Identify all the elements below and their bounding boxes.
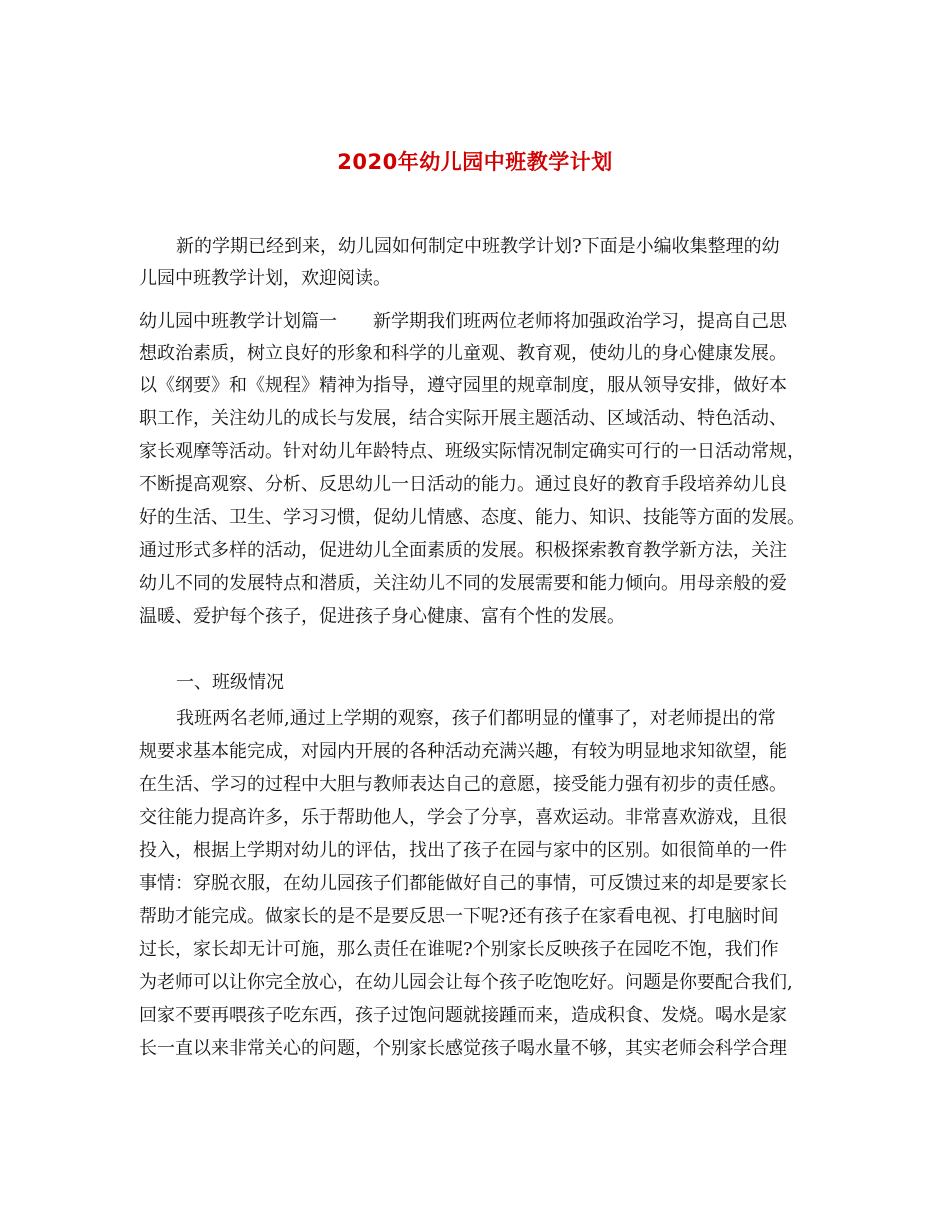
section-heading: 一、班级情况 — [176, 672, 284, 693]
body-line: 长一直以来非常关心的问题，个别家长感觉孩子喝水量不够，其实老师会科学合理 — [139, 1038, 787, 1059]
body-line: 想政治素质，树立良好的形象和科学的儿童观、教育观，使幼儿的身心健康发展。 — [139, 343, 787, 364]
body-line: 我班两名老师,通过上学期的观察，孩子们都明显的懂事了，对老师提出的常 — [176, 708, 776, 729]
body-line: 在生活、学习的过程中大胆与教师表达自己的意愿，接受能力强有初步的责任感。 — [139, 774, 787, 795]
body-line: 帮助才能完成。做家长的是不是要反思一下呢?还有孩子在家看电视、打电脑时间 — [139, 906, 779, 927]
body-line: 儿园中班教学计划，欢迎阅读。 — [139, 268, 391, 289]
body-line: 不断提高观察、分析、反思幼儿一日活动的能力。通过良好的教育手段培养幼儿良 — [139, 474, 787, 495]
body-line: 回家不要再喂孩子吃东西，孩子过饱问题就接踵而来，造成积食、发烧。喝水是家 — [139, 1005, 787, 1026]
body-line: 投入，根据上学期对幼儿的评估，找出了孩子在园与家中的区别。如很简单的一件 — [139, 840, 787, 861]
body-line: 规要求基本能完成，对园内开展的各种活动充满兴趣，有较为明显地求知欲望，能 — [139, 741, 787, 762]
body-line: 幼儿园中班教学计划篇一 新学期我们班两位老师将加强政治学习，提高自己思 — [139, 311, 787, 332]
body-line: 为老师可以让你完全放心，在幼儿园会让每个孩子吃饱吃好。问题是你要配合我们, — [139, 972, 793, 993]
document-title: 2020年幼儿园中班教学计划 — [337, 150, 613, 174]
body-line: 通过形式多样的活动，促进幼儿全面素质的发展。积极探索教育教学新方法，关注 — [139, 540, 787, 561]
body-line: 温暖、爱护每个孩子，促进孩子身心健康、富有个性的发展。 — [139, 606, 625, 627]
body-line: 幼儿不同的发展特点和潜质，关注幼儿不同的发展需要和能力倾向。用母亲般的爱 — [139, 573, 787, 594]
body-line: 事情：穿脱衣服，在幼儿园孩子们都能做好自己的事情，可反馈过来的却是要家长 — [139, 873, 787, 894]
body-line: 职工作，关注幼儿的成长与发展，结合实际开展主题活动、区域活动、特色活动、 — [139, 408, 787, 429]
body-line: 好的生活、卫生、学习习惯，促幼儿情感、态度、能力、知识、技能等方面的发展。 — [139, 507, 805, 528]
body-line: 新的学期已经到来，幼儿园如何制定中班教学计划?下面是小编收集整理的幼 — [176, 236, 780, 257]
body-line: 过长，家长却无计可施，那么责任在谁呢?个别家长反映孩子在园吃不饱，我们作 — [139, 939, 779, 960]
body-line: 家长观摩等活动。针对幼儿年龄特点、班级实际情况制定确实可行的一日活动常规， — [139, 441, 805, 462]
body-line: 交往能力提高许多，乐于帮助他人，学会了分享，喜欢运动。非常喜欢游戏，且很 — [139, 807, 787, 828]
body-line: 以《纲要》和《规程》精神为指导，遵守园里的规章制度，服从领导安排，做好本 — [139, 375, 787, 396]
